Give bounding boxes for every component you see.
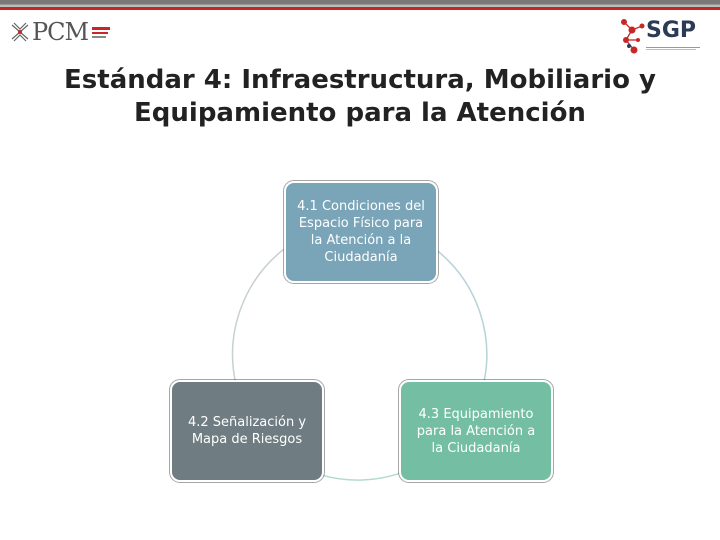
cycle-node-4-1-condiciones: 4.1 Condiciones del Espacio Físico para la Atención a la Ciudadanía (284, 181, 438, 283)
connector-4-3-to-4-2 (322, 472, 403, 480)
slide-title-line-1: Estándar 4: Infraestructura, Mobiliario y (64, 65, 656, 95)
connector-4-1-to-4-3 (438, 251, 487, 385)
sgp-logo-text: SGP (646, 18, 697, 43)
cycle-node-4-3-equipamiento: 4.3 Equipamiento para la Atención a la Ciudadanía (399, 380, 553, 482)
cycle-node-4-2-senalizacion: 4.2 Señalización y Mapa de Riesgos (170, 380, 324, 482)
slide-title-line-2: Equipamiento para la Atención (134, 98, 586, 128)
pcm-logo-text: PCM (32, 18, 89, 46)
connector-4-2-to-4-1 (233, 249, 284, 384)
